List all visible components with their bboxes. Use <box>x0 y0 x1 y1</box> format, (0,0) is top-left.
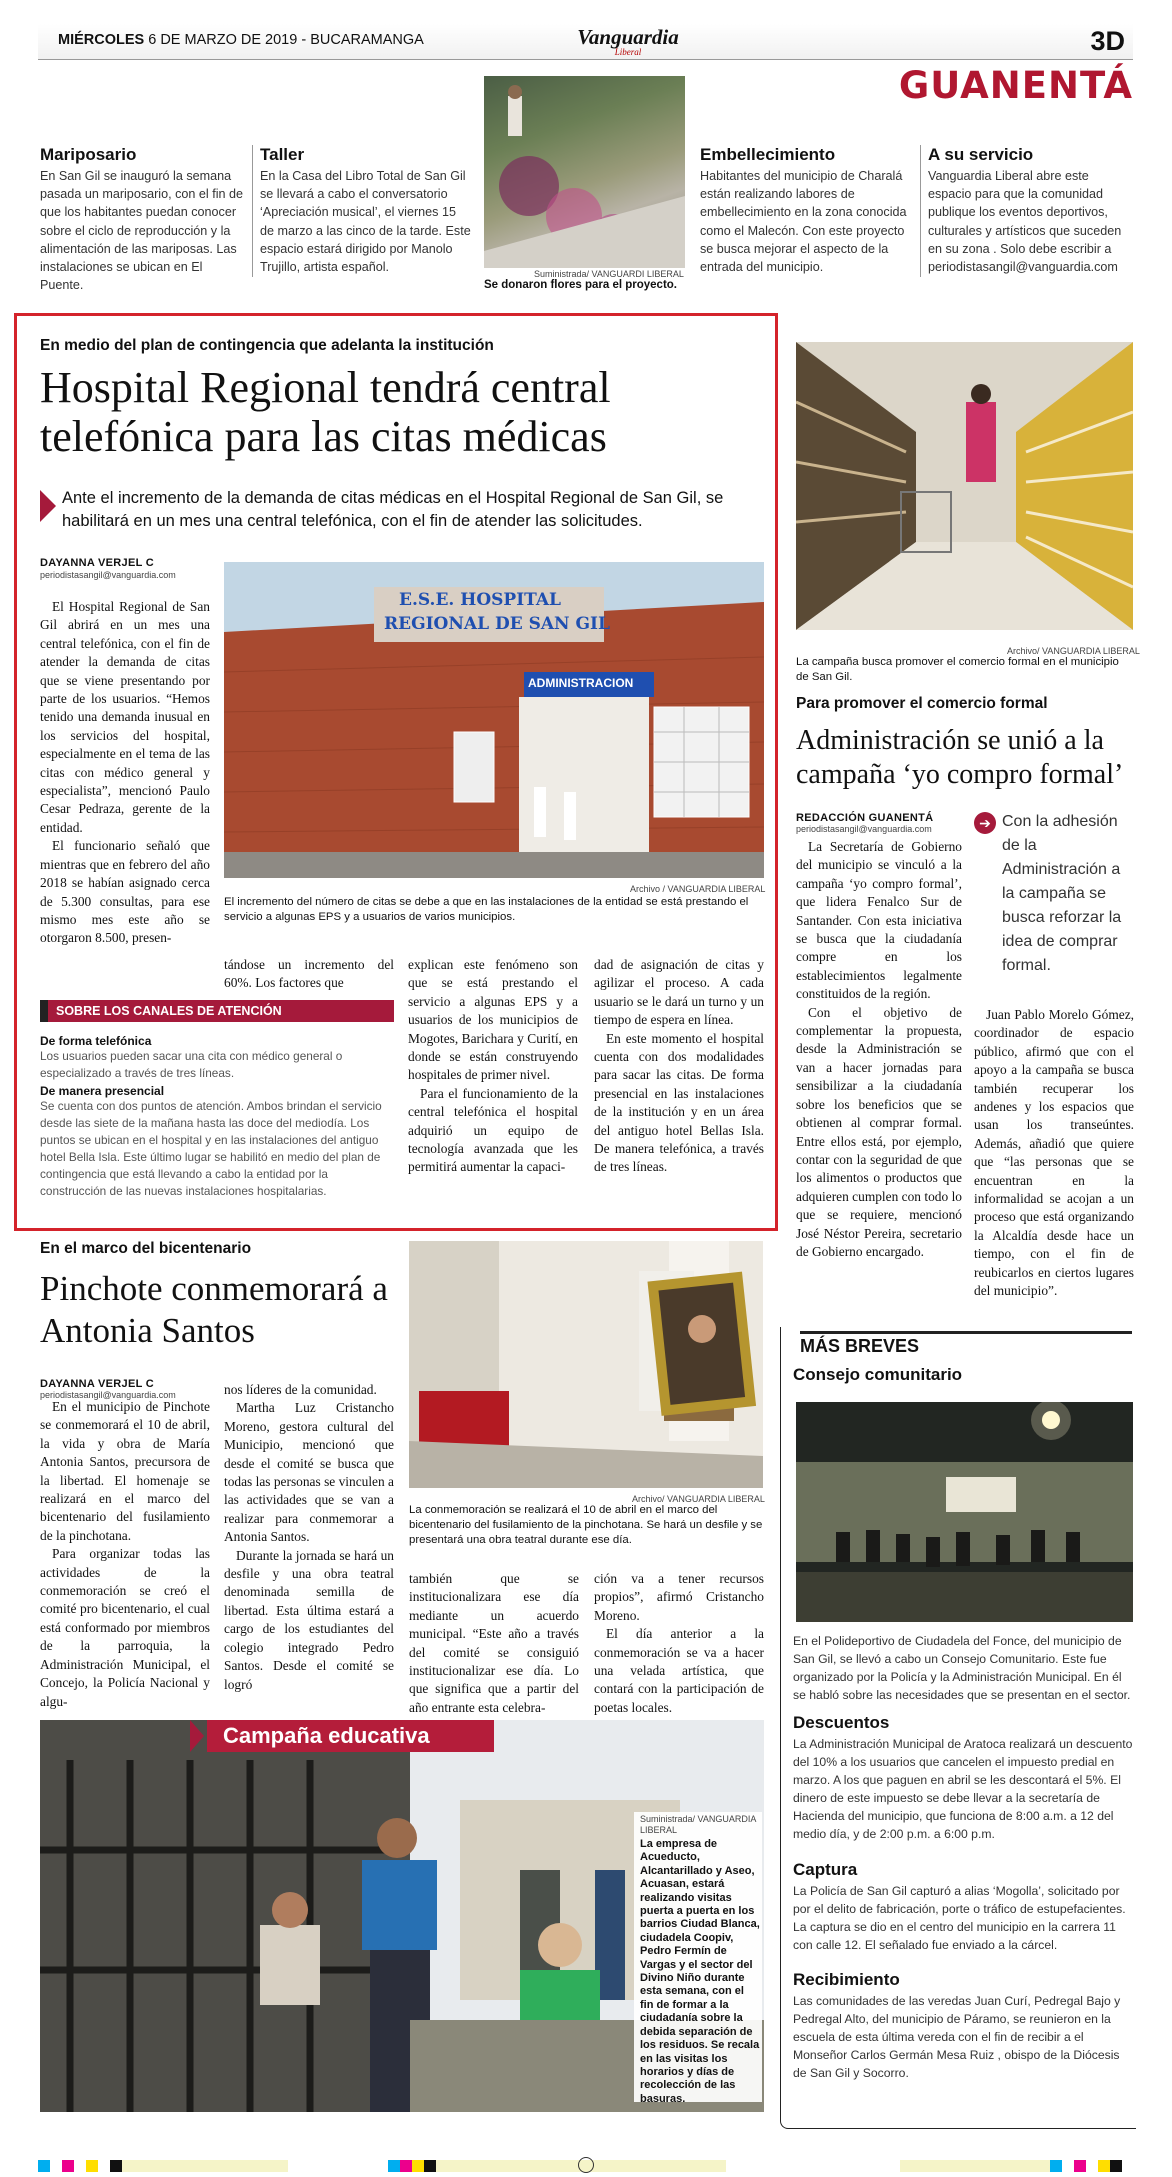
channels-box <box>40 1000 394 1200</box>
hospital-sign-3: ADMINISTRACION <box>528 676 634 690</box>
mas-breves-b4: Recibimiento Las comunidades de las veredas Juan Curí, Pedregal Bajo y Pedregal Alto, del municipio de Páramo, se reunieron en la escuela de esta última vereda con el fin de recibir a el Monseñor Carlos Germán Mesa Ruiz , obispo de la Diócesis de San Gil y Socorro. <box>793 1970 1121 2080</box>
supermarket-photo <box>796 342 1133 630</box>
flowers-photo-caption: Se donaron flores para el proyecto. <box>484 279 677 291</box>
registration-mark-icon <box>578 2157 594 2173</box>
second-col4-text: ción va a tener recursos propios”, afirmó Cristancho Moreno. El día anterior a la conmemoración se va a hacer una velada artística, que contará con la participación de poetas locales. <box>594 1571 764 1715</box>
campaign-photo-text: La empresa de Acueducto, Alcantarillado y Aseo, Acuasan, estará realizando visitas puerta a puerta en los barrios Ciudad Blanca, ciudadela Coopiv, Pedro Fermín de Vargas y el sector del Divino Niño durante esta semana, con el fin de formar a la ciudadanía sobre la debida separación de los residuos. Se recala en las visitas los horarios y días de recolección de las basuras. <box>640 1838 760 2105</box>
color-bar-left <box>38 2160 288 2172</box>
right-byline: REDACCIÓN GUANENTÁ <box>796 812 934 824</box>
council-photo <box>796 1402 1133 1622</box>
campaign-banner-label: Campaña educativa <box>207 1720 494 1752</box>
header-bar <box>38 24 1133 60</box>
mas-breves-b3: Captura La Policía de San Gil capturó a alias ‘Mogolla’, solicitado por por el delito de fabricación, porte o tráfico de estupefacientes. La captura se dio en el centro del municipio en la carrera 11 con calle 12. El señalado fue enviado a la cárcel. <box>793 1860 1126 1952</box>
flowers-photo-credit: Suministrada/ VANGUARDI LIBERAL <box>534 269 684 279</box>
channels-box-t1: Los usuarios pueden sacar una cita con médico general o especializado a través de tres líneas. <box>40 1049 343 1080</box>
main-headline: Hospital Regional tendrá central telefónica para las citas médicas <box>40 363 611 461</box>
hospital-sign-2: REGIONAL DE SAN GIL <box>384 614 610 634</box>
hospital-photo <box>224 562 764 878</box>
mas-breves-b2: Descuentos La Administración Municipal de Aratoca realizará un descuento del 10% a los usuarios que cancelen el impuesto predial en marzo. A los que paguen en abril se les descontará el 5%. El dinero de este impuesto se debe llevar a la secretaría de Hacienda del municipio, que funciona de 8:00 a.m. a 12 del medio día, y de 2:00 p.m. a 6:00 p.m. <box>793 1713 1133 1841</box>
campaign-banner-arrow-icon <box>190 1720 204 1752</box>
channels-box-h2: De manera presencial <box>40 1084 165 1098</box>
brief-a-su-servicio: A su servicio Vanguardia Liberal abre este espacio para que la comunidad publique los eventos deportivos, culturales y artísticos que suceden en su zona . Solo debe escribir a periodistasangil@vanguardia.com <box>928 145 1122 275</box>
antonia-photo-credit: Archivo/ VANGUARDIA LIBERAL <box>632 1494 765 1504</box>
antonia-santos-photo <box>409 1241 763 1488</box>
hospital-sign-1: E.S.E. HOSPITAL <box>399 590 562 610</box>
main-col2-text: tándose un incremento del 60%. Los factores que <box>224 957 394 991</box>
channels-box-h1: De forma telefónica <box>40 1034 152 1048</box>
mas-breves-b1-title: Consejo comunitario <box>793 1365 963 1384</box>
main-col4-text: dad de asignación de citas y agilizar el proceso. A cada usuario se le dará un turno y un tiempo de espera en línea. En este momento el hospital cuenta con dos modalidades para sacar las citas. De forma presencial en las instalaciones de la institución y en un área del antiguo hotel Bellas Isla. De manera telefónica, a través de tres líneas. <box>594 957 764 1175</box>
second-headline: Pinchote conmemorará a Antonia Santos <box>40 1269 388 1350</box>
right-pull-quote: Con la adhesión de la Administración a la campaña se busca reforzar la idea de comprar formal. <box>1002 813 1122 974</box>
color-bar-right <box>900 2160 1133 2172</box>
second-col2-text: nos líderes de la comunidad. Martha Luz Cristancho Moreno, gestora cultural del Municipio, mencionó que desde el comité se busca que todas las personas se vinculen a las actividades que se van a realizar para conmemorar a Antonia Santos. Durante la jornada se hará un desfile y una obra teatral denominada semilla de libertad. Esta última estará a cargo de los estudiantes del colegio integrado Pedro Santos. Desde el comité se logró <box>224 1382 394 1692</box>
second-kicker: En el marco del bicentenario <box>40 1240 252 1257</box>
mas-breves-title: MÁS BREVES <box>800 1331 1132 1357</box>
supermarket-photo-caption: La campaña busca promover el comercio formal en el municipio de San Gil. <box>796 656 1119 683</box>
right-headline: Administración se unió a la campaña ‘yo compro formal’ <box>796 725 1124 790</box>
mas-breves-b1-text: En el Polideportivo de Ciudadela del Fonce, del municipio de San Gil, se llevó a cabo un Consejo Comunitario. Este fue organizado por la Policía y la Administración Municipal. En él se habló sobre las necesidades que se presentan en el sector. <box>793 1634 1131 1702</box>
newspaper-logo: Vanguardia Liberal <box>577 25 679 57</box>
brief-mariposario: Mariposario En San Gil se inauguró la semana pasada un mariposario, con el fin de que los habitantes puedan conocer sobre el ciclo de reproducción y la alimentación de las mariposas. Las instalaciones se ubican en El Puente. <box>40 145 244 293</box>
campaign-banner <box>190 1720 494 1752</box>
channels-box-title: SOBRE LOS CANALES DE ATENCIÓN <box>40 1000 394 1022</box>
pull-quote-arrow-icon: ➔ <box>974 812 996 834</box>
brief-taller: Taller En la Casa del Libro Total de San Gil se llevará a cabo el conversatorio ‘Apreciación musical’, el viernes 15 de marzo a las cinco de la tarde. Este espacio estará dirigido por Manolo Trujillo, artista español. <box>260 145 471 275</box>
second-byline: DAYANNA VERJEL C <box>40 1378 155 1390</box>
hospital-photo-caption: El incremento del número de citas se debe a que en las instalaciones de la entidad se está prestando el servicio a algunas EPS y a usuarios de varios municipios. <box>224 896 749 923</box>
flowers-photo <box>484 76 685 268</box>
campaign-photo-credit: Suministrada/ VANGUARDIA LIBERAL <box>640 1814 756 1835</box>
right-byline-email: periodistasangil@vanguardia.com <box>796 824 932 834</box>
second-col3-text: también que se institucionalizara ese día mediante un acuerdo municipal. “Este año a través del comité se consiguió institucionalizar ese día. Lo que significa que a partir del año entrante esta celebra- <box>409 1571 579 1715</box>
second-col1-text: En el municipio de Pinchote se conmemorará el 10 de abril, la vida y obra de María Antonia Santos, precursora de la libertad. El homenaje se realizará en el marco del bicentenario del fusilamiento de la pinchotana. Para organizar todas las actividades de la conmemoración se creó el comité pro bicentenario, el cual está conformado por miembros de la parroquia, la Administración Municipal, el Concejo, la Policía Nacional y algu- <box>40 1399 210 1709</box>
main-kicker: En medio del plan de contingencia que adelanta la institución <box>40 337 494 354</box>
color-bar-mid <box>388 2160 728 2172</box>
right-col2-text: Juan Pablo Morelo Gómez, coordinador de espacio público, afirmó que con el apoyo a la campaña se busca también recuperar los andenes y los espacios que usan los transeúntes. Además, añadió que quiere que “las personas que se encuentran en la informalidad se acojan a un proceso que está organizando la Alcaldía desde hace un tiempo, con el fin de reubicarlos en ciertos lugares del municipio”. <box>974 1007 1134 1299</box>
brief-embellecimiento: Embellecimiento Habitantes del municipio de Charalá están realizando labores de embellecimiento en la zona conocida como el Malecón. Con este proyecto se busca mejorar el aspecto de la entrada del municipio. <box>700 145 907 275</box>
channels-box-t2: Se cuenta con dos puntos de atención. Ambos brindan el servicio desde las siete de la mañana hasta las doce del mediodía. Los puntos se ubican en el hospital y en las instalaciones del antiguo hotel Bella Isla. Este último lugar se habilitó en medio del plan de contingencia que está llevando a cabo la entidad por la construcción de las nuevas instalaciones hospitalarias. <box>40 1099 382 1198</box>
section-title: GUANENTÁ <box>898 64 1133 107</box>
page-number: 3D <box>1090 26 1125 56</box>
main-deck: Ante el incremento de la demanda de citas médicas en el Hospital Regional de San Gil, se habilitará en un mes una central telefónica, con el fin de atender las solicitudes. <box>62 489 724 530</box>
main-col1-text: El Hospital Regional de San Gil abrirá en un mes una central telefónica, con el fin de atender la demanda de citas que se viene presentando por parte de los usuarios. “Hemos tenido una demanda inusual en los servicios del hospital, especialmente en el tema de las citas con médico general y especialista”, mencionó Paulo Cesar Pedraza, gerente de la entidad. El funcionario señaló que mientras que en febrero del año 2018 se habían asignado cerca de 5.300 consultas, para ese mismo mes este año se otorgaron 8.500, presen- <box>40 599 210 946</box>
supermarket-photo-credit: Archivo/ VANGUARDIA LIBERAL <box>1007 646 1140 656</box>
right-kicker: Para promover el comercio formal <box>796 695 1048 712</box>
main-col3-text: explican este fenómeno son que se está prestando el servicio a algunas EPS y a usuarios de los municipios de Mogotes, Barichara y Curití, en donde se están construyendo hospitales de primer nivel. Para el funcionamiento de la central telefónica el hospital adquirió un equipo de tecnología avanzada que les permitirá aumentar la capaci- <box>408 957 578 1175</box>
second-byline-email: periodistasangil@vanguardia.com <box>40 1390 176 1400</box>
header-date: MIÉRCOLES 6 DE MARZO DE 2019 - BUCARAMANGA <box>58 32 424 48</box>
main-byline-email: periodistasangil@vanguardia.com <box>40 570 176 580</box>
hospital-photo-credit: Archivo / VANGUARDIA LIBERAL <box>630 884 766 894</box>
antonia-photo-caption: La conmemoración se realizará el 10 de abril en el marco del bicentenario del fusilamiento de la pinchotana. Se hará un desfile y se presentará una obra teatral durante ese día. <box>409 1504 763 1546</box>
right-col1-text: La Secretaría de Gobierno del municipio se vinculó a la campaña ‘yo compro formal’, que lidera Fenalco Sur de Santander. Con esta iniciativa se busca que la ciudadanía compre en los establecimientos legalmente constituidos de la región. Con el objetivo de complementar la propuesta, desde la Administración se van a hacer jornadas para sensibilizar a la ciudadanía sobre los beneficios que se obtienen al comprar formal. Entre ellos está, por ejemplo, contar con la seguridad de que los alimentos o productos que adquieren cumplen con todo lo que se requiere, mencionó José Néstor Pereira, secretario de Gobierno encargado. <box>796 839 962 1259</box>
main-byline: DAYANNA VERJEL C <box>40 557 155 569</box>
deck-arrow <box>40 490 56 522</box>
